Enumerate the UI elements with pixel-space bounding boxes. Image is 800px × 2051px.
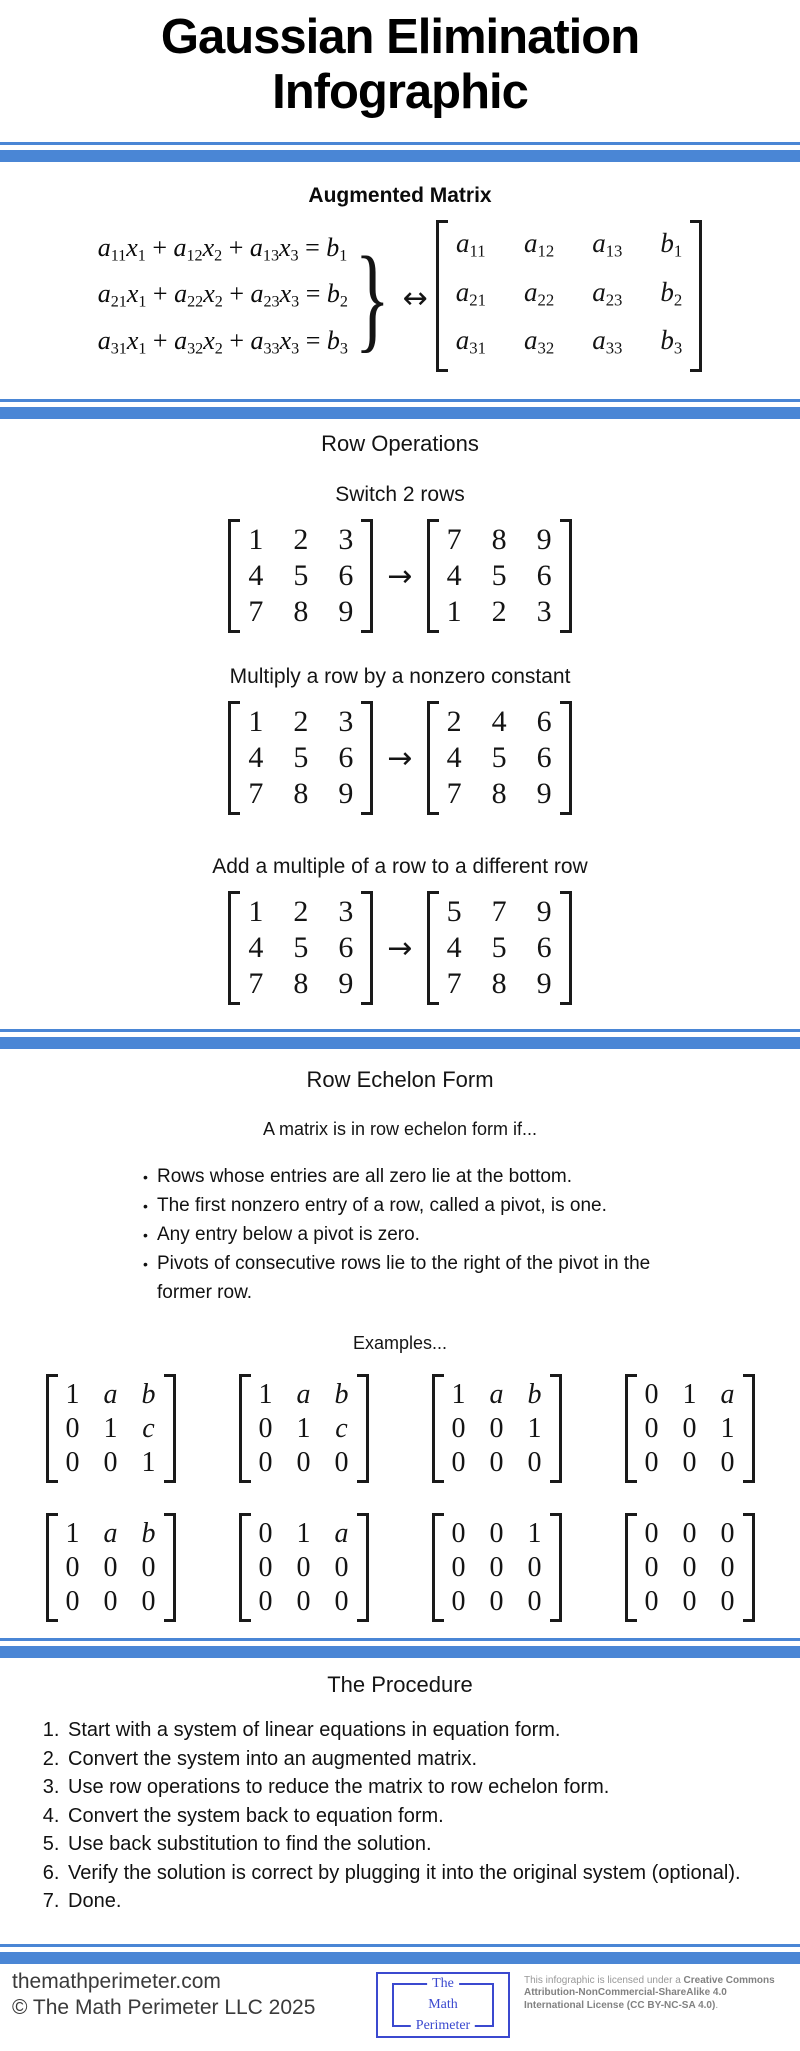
matrix [239, 1513, 369, 1622]
right-bracket [560, 891, 572, 1005]
procedure-step: 4. Convert the system back to equation form. [65, 1802, 765, 1831]
matrix-entry: 1 [682, 1379, 697, 1411]
matrix-entry: $a_{31}$ [455, 325, 486, 359]
matrix-entry: 0 [644, 1413, 659, 1445]
matrix-transformation [0, 701, 800, 815]
matrix [432, 1374, 562, 1483]
matrix-entry: 0 [258, 1447, 273, 1479]
section-divider [0, 1029, 800, 1049]
matrix-entry: 5 [293, 559, 309, 593]
matrix-entry: a [720, 1379, 735, 1411]
augmented-matrix [436, 220, 703, 377]
criteria-item: • Rows whose entries are all zero lie at the bottom. [142, 1162, 658, 1191]
matrix-entry: $a_{22}$ [523, 276, 555, 310]
row-operations-list [0, 483, 800, 1005]
matrix-entry: 9 [338, 595, 354, 629]
left-bracket [46, 1374, 58, 1483]
matrix-entry: 0 [720, 1552, 735, 1584]
left-bracket [625, 1374, 637, 1483]
matrix-entry: 0 [65, 1586, 80, 1618]
left-bracket [625, 1513, 637, 1622]
matrix-entry: 4 [446, 741, 462, 775]
matrix-entry: 0 [682, 1518, 697, 1550]
matrix-entry: 9 [338, 777, 354, 811]
matrix-entry: 6 [536, 559, 552, 593]
footer-copyright: © The Math Perimeter LLC 2025 [12, 1995, 316, 2019]
matrix-entry: 0 [258, 1413, 273, 1445]
right-arrow: → [387, 558, 413, 594]
row-echelon-heading: Row Echelon Form [306, 1067, 494, 1093]
matrix-entry: 0 [296, 1552, 311, 1584]
matrix-entry: 0 [103, 1552, 118, 1584]
matrix-entry: 0 [258, 1552, 273, 1584]
matrix-entry: 1 [141, 1447, 156, 1479]
matrix-entry: 0 [489, 1518, 504, 1550]
matrix-entry: 0 [644, 1586, 659, 1618]
matrix-entry: $a_{21}$ [455, 276, 486, 310]
left-bracket [228, 891, 240, 1005]
matrix-entry: 2 [491, 595, 507, 629]
matrix-entry: c [335, 1413, 348, 1445]
matrix-entry: 7 [446, 523, 462, 557]
matrix-entry: 3 [536, 595, 552, 629]
matrix-entry: 0 [65, 1552, 80, 1584]
footer-website: themathperimeter.com [12, 1969, 221, 1993]
matrix-entry: $b_2$ [660, 276, 683, 310]
matrix-entry: 7 [248, 595, 264, 629]
matrix-entry: 1 [296, 1413, 311, 1445]
matrix-entry: 1 [65, 1518, 80, 1550]
section-divider [0, 1638, 800, 1658]
right-bracket [550, 1374, 562, 1483]
matrix-entry: 7 [446, 967, 462, 1001]
matrix-entry: 4 [446, 931, 462, 965]
matrix-entry: 1 [248, 705, 264, 739]
matrix-transformation [0, 519, 800, 633]
criteria-item: • Any entry below a pivot is zero. [142, 1220, 658, 1249]
matrix-entry: 0 [103, 1447, 118, 1479]
matrix [228, 701, 373, 815]
matrix-entry: $a_{33}$ [592, 325, 623, 359]
matrix-entry: 9 [536, 895, 552, 929]
right-bracket [357, 1374, 369, 1483]
procedure-step: 1. Start with a system of linear equations in equation form. [65, 1716, 765, 1745]
matrix-entry: 5 [491, 559, 507, 593]
matrix-entry: 9 [536, 967, 552, 1001]
matrix-entry: $b_3$ [660, 325, 683, 359]
procedure-step: 6. Verify the solution is correct by plugging it into the original system (optional). [65, 1859, 765, 1888]
matrix-entry: a [334, 1518, 349, 1550]
matrix-entry: 4 [248, 931, 264, 965]
matrix-entry: 0 [334, 1447, 349, 1479]
matrix-entry: 7 [248, 967, 264, 1001]
matrix [427, 701, 572, 815]
matrix-entry: 0 [489, 1552, 504, 1584]
matrix-entry: 3 [338, 523, 354, 557]
matrix-entry: 0 [489, 1413, 504, 1445]
matrix-entry: 1 [248, 895, 264, 929]
left-bracket [427, 519, 439, 633]
matrix-entry: 1 [258, 1379, 273, 1411]
matrix-entry: 6 [338, 559, 354, 593]
matrix-entry: 1 [248, 523, 264, 557]
left-bracket [228, 519, 240, 633]
section-divider [0, 399, 800, 419]
equation-line: $a_{31}x_1 + a_{32}x_2 + a_{33}x_3 = b_3$ [97, 325, 348, 358]
matrix-entry: 6 [338, 741, 354, 775]
license-text: This infographic is licensed under a Creative Commons Attribution-NonCommercial-ShareAlike 4.0 International License (CC BY-NC-SA 4.0). [524, 1974, 775, 2011]
matrix-entry: 7 [248, 777, 264, 811]
matrix-entry: $b_1$ [660, 228, 683, 261]
matrix-entry: 0 [682, 1552, 697, 1584]
matrix-entry: 0 [644, 1379, 659, 1411]
matrix-entry: b [334, 1379, 349, 1411]
right-bracket [361, 891, 373, 1005]
examples-label: Examples... [352, 1333, 448, 1354]
right-bracket [361, 519, 373, 633]
matrix-entry: 0 [451, 1413, 466, 1445]
matrix-entry: 5 [491, 741, 507, 775]
matrix-transformation [0, 891, 800, 1005]
matrix-entry: a [489, 1379, 504, 1411]
matrix-entry: 4 [248, 741, 264, 775]
matrix-entry: 0 [451, 1552, 466, 1584]
matrix-entry: 0 [644, 1518, 659, 1550]
matrix-entry: 8 [293, 595, 309, 629]
procedure-step: 7. Done. [65, 1887, 765, 1916]
augmented-matrix-heading: Augmented Matrix [308, 184, 492, 207]
matrix [432, 1513, 562, 1622]
logo-text-perimeter: Perimeter [411, 2019, 475, 2033]
equation-line: $a_{21}x_1 + a_{22}x_2 + a_{23}x_3 = b_2$ [97, 279, 348, 311]
matrix-entry: b [527, 1379, 542, 1411]
matrix-entry: 1 [296, 1518, 311, 1550]
criteria-item: • The first nonzero entry of a row, called a pivot, is one. [142, 1191, 658, 1220]
matrix-entry: 0 [141, 1552, 156, 1584]
footer-divider [0, 1944, 800, 1964]
matrix-entry: 0 [65, 1413, 80, 1445]
matrix-entry: c [142, 1413, 155, 1445]
matrix-entry: 2 [293, 705, 309, 739]
matrix-entry: $a_{11}$ [456, 228, 486, 261]
right-bracket [361, 701, 373, 815]
right-bracket [164, 1513, 176, 1622]
matrix-entry: 0 [451, 1447, 466, 1479]
matrix-entry: 8 [293, 967, 309, 1001]
right-bracket [560, 519, 572, 633]
matrix-entry: a [103, 1379, 118, 1411]
matrix-entry: 0 [682, 1447, 697, 1479]
matrix-entry: 1 [527, 1518, 542, 1550]
matrix [228, 891, 373, 1005]
matrix [625, 1374, 755, 1483]
matrix-entry: 0 [489, 1447, 504, 1479]
matrix-entry: 6 [536, 705, 552, 739]
matrix-entry: 1 [65, 1379, 80, 1411]
row-echelon-intro: A matrix is in row echelon form if... [262, 1119, 538, 1140]
matrix-entry: $a_{23}$ [592, 276, 623, 310]
left-bracket [46, 1513, 58, 1622]
left-bracket [432, 1374, 444, 1483]
right-arrow: → [387, 740, 413, 776]
right-bracket [690, 220, 702, 372]
matrix-entry: 8 [491, 777, 507, 811]
right-bracket [164, 1374, 176, 1483]
matrix-entry: 6 [536, 741, 552, 775]
matrix-entry: a [296, 1379, 311, 1411]
matrix-entry: 0 [527, 1447, 542, 1479]
footer-credits [12, 1969, 362, 2021]
matrix-entry: 6 [536, 931, 552, 965]
right-bracket [550, 1513, 562, 1622]
left-bracket [239, 1374, 251, 1483]
matrix-entry: 5 [293, 741, 309, 775]
matrix-entry: 0 [296, 1447, 311, 1479]
matrix [46, 1374, 176, 1483]
matrix-entry: 2 [293, 523, 309, 557]
row-op-label: Multiply a row by a nonzero constant [229, 665, 571, 689]
matrix-entry: 0 [65, 1447, 80, 1479]
matrix-entry: 0 [334, 1552, 349, 1584]
matrix-entry: 2 [446, 705, 462, 739]
procedure-step: 5. Use back substitution to find the solution. [65, 1830, 765, 1859]
matrix-entry: b [141, 1518, 156, 1550]
matrix-entry: 0 [682, 1413, 697, 1445]
row-operations-heading: Row Operations [321, 431, 479, 457]
left-bracket [427, 701, 439, 815]
procedure-step: 2. Convert the system into an augmented matrix. [65, 1745, 765, 1774]
matrix-entry: 0 [258, 1518, 273, 1550]
matrix [239, 1374, 369, 1483]
logo-text-the: The [427, 1977, 459, 1991]
left-bracket [432, 1513, 444, 1622]
matrix-entry: 2 [293, 895, 309, 929]
matrix-entry: 0 [296, 1586, 311, 1618]
matrix-entry: a [103, 1518, 118, 1550]
matrix-entry: 8 [491, 523, 507, 557]
system-brace: } [354, 232, 390, 364]
matrix-entry: 5 [293, 931, 309, 965]
left-right-arrow: ↔ [402, 281, 428, 316]
matrix-entry: $a_{12}$ [523, 228, 555, 261]
matrix-entry: $a_{32}$ [523, 325, 555, 359]
matrix-entry: 0 [103, 1586, 118, 1618]
matrix [46, 1513, 176, 1622]
procedure-steps-list [35, 1716, 765, 1916]
matrix-entry: 0 [720, 1518, 735, 1550]
matrix-entry: 1 [451, 1379, 466, 1411]
right-arrow: → [387, 930, 413, 966]
left-bracket [239, 1513, 251, 1622]
matrix-entry: 5 [446, 895, 462, 929]
matrix [427, 519, 572, 633]
left-bracket [228, 701, 240, 815]
matrix-entry: $a_{13}$ [592, 228, 623, 261]
matrix-entry: 1 [103, 1413, 118, 1445]
matrix-entry: 0 [451, 1586, 466, 1618]
matrix-entry: 0 [644, 1447, 659, 1479]
matrix-entry: 0 [489, 1586, 504, 1618]
examples-grid [14, 1374, 786, 1622]
matrix-entry: 8 [491, 967, 507, 1001]
matrix-entry: 0 [644, 1552, 659, 1584]
matrix-entry: 3 [338, 895, 354, 929]
section-divider [0, 142, 800, 162]
right-bracket [743, 1513, 755, 1622]
procedure-heading: The Procedure [327, 1672, 473, 1698]
row-op-label: Add a multiple of a row to a different row [212, 855, 588, 879]
procedure-step: 3. Use row operations to reduce the matrix to row echelon form. [65, 1773, 765, 1802]
row-op-label: Switch 2 rows [335, 483, 465, 507]
matrix-entry: 9 [536, 523, 552, 557]
matrix-entry: 0 [258, 1586, 273, 1618]
left-bracket [436, 220, 448, 372]
right-bracket [357, 1513, 369, 1622]
matrix-entry: 0 [334, 1586, 349, 1618]
matrix-entry: 1 [527, 1413, 542, 1445]
matrix-entry: 0 [451, 1518, 466, 1550]
matrix-entry: 3 [338, 705, 354, 739]
matrix-entry: 9 [338, 967, 354, 1001]
matrix-entry: b [141, 1379, 156, 1411]
matrix-entry: 1 [720, 1413, 735, 1445]
left-bracket [427, 891, 439, 1005]
math-perimeter-logo [376, 1972, 510, 2038]
matrix-entry: 1 [446, 595, 462, 629]
matrix-entry: 0 [720, 1447, 735, 1479]
criteria-item: • Pivots of consecutive rows lie to the right of the pivot in the former row. [142, 1249, 658, 1307]
page-title: Gaussian Elimination Infographic [160, 10, 640, 119]
equation-line: $a_{11}x_1 + a_{12}x_2 + a_{13}x_3 = b_1$ [97, 232, 348, 265]
matrix-entry: 6 [338, 931, 354, 965]
matrix-entry: 8 [293, 777, 309, 811]
equation-system [98, 229, 348, 369]
augmented-matrix-figure [0, 220, 800, 377]
row-echelon-criteria-list [142, 1162, 658, 1307]
matrix [427, 891, 572, 1005]
matrix [625, 1513, 755, 1622]
footer [0, 1964, 800, 2038]
right-bracket [560, 701, 572, 815]
matrix-entry: 7 [446, 777, 462, 811]
logo-text-math: Math [428, 1996, 458, 2012]
matrix-entry: 5 [491, 931, 507, 965]
matrix-entry: 4 [248, 559, 264, 593]
matrix-entry: 9 [536, 777, 552, 811]
matrix-entry: 4 [491, 705, 507, 739]
matrix-entry: 7 [491, 895, 507, 929]
logo-perimeter-frame [392, 1975, 494, 2033]
right-bracket [743, 1374, 755, 1483]
matrix-entry: 0 [527, 1552, 542, 1584]
matrix-entry: 0 [527, 1586, 542, 1618]
divider-thick-bar [0, 150, 800, 162]
matrix [436, 220, 703, 372]
matrix-entry: 0 [720, 1586, 735, 1618]
matrix-entry: 0 [141, 1586, 156, 1618]
matrix-entry: 0 [682, 1586, 697, 1618]
matrix [228, 519, 373, 633]
matrix-entry: 4 [446, 559, 462, 593]
